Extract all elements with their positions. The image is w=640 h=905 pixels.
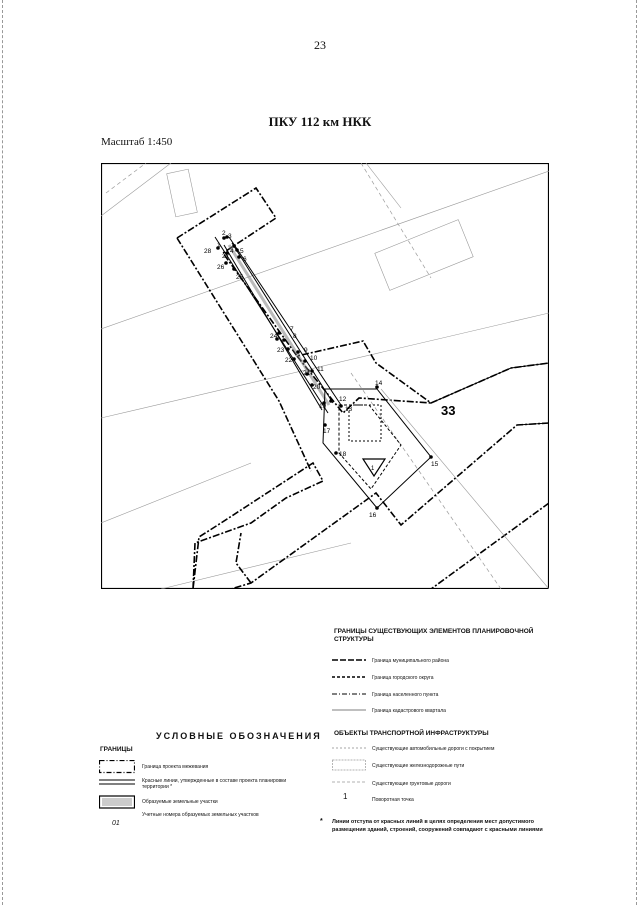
point-label: 7 <box>290 326 294 333</box>
legend-item-railways: Существующие железнодорожные пути <box>372 763 465 769</box>
legend-item-cadastral-quarter: Граница кадастрового квартала <box>372 708 446 714</box>
point-label: 26 <box>217 264 225 271</box>
legend-boundaries-heading: ГРАНИЦЫ <box>100 746 133 753</box>
point-label: 14 <box>375 380 383 387</box>
point-label: 4 <box>230 248 234 255</box>
point-label: 5 <box>240 248 244 255</box>
legend-item-dirt-roads: Существующие грунтовые дороги <box>372 781 451 787</box>
legend-item-settlement: Граница населенного пункта <box>372 692 439 698</box>
legend-transport-symbols <box>332 740 366 810</box>
point-label: 3 <box>228 233 232 240</box>
legend-transport-heading: ОБЪЕКТЫ ТРАНСПОРТНОЙ ИНФРАСТРУКТУРЫ <box>334 730 489 737</box>
point-label: 17 <box>323 428 331 435</box>
point-label: 19 <box>319 403 327 410</box>
legend-title: УСЛОВНЫЕ ОБОЗНАЧЕНИЯ <box>156 731 322 741</box>
point-label: 20 <box>313 384 321 391</box>
scan-edge-left <box>2 0 4 905</box>
page-title: ПКУ 112 км НКК <box>268 114 372 129</box>
point-label: 18 <box>339 451 347 458</box>
point-label: 1 <box>217 242 221 249</box>
point-label: 24 <box>270 333 278 340</box>
red-lines-note: Линии отступа от красных линий в целях определения мест допустимого размещения зданий, строений, сооружений совпадают с красными линиями <box>332 819 543 833</box>
cadastral-map <box>101 163 549 589</box>
point-label: 27 <box>222 253 230 260</box>
page-number: 23 <box>314 38 326 52</box>
point-label: 12 <box>339 396 347 403</box>
point-label: 9 <box>304 347 308 354</box>
point-label: 6 <box>243 256 247 263</box>
point-label: 22 <box>285 357 293 364</box>
point-label: 8 <box>293 333 297 340</box>
triangle-label: 1 <box>371 466 375 472</box>
scan-edge-right <box>636 0 638 905</box>
legend-item-paved-roads: Существующие автомобильные дороги с покрытием <box>372 746 495 752</box>
point-label: 16 <box>369 512 377 519</box>
point-label: 15 <box>431 461 439 468</box>
legend-structure-symbols <box>332 652 366 714</box>
legend-structure-heading: ГРАНИЦЫ СУЩЕСТВУЮЩИХ ЭЛЕМЕНТОВ ПЛАНИРОВОЧНОЙ СТРУКТУРЫ <box>334 628 534 643</box>
point-label: 2 <box>222 230 226 237</box>
legend-item-municipal-district: Граница муниципального района <box>372 658 449 664</box>
parcel-number: 33 <box>441 403 456 418</box>
legend-item-turn-point: Поворотная точка <box>372 797 414 803</box>
legend-turn-point-example: 1 <box>343 792 348 801</box>
point-label: 21 <box>303 370 311 377</box>
legend-item-parcel-numbers: Учетные номера образуемых земельных участков <box>142 812 259 818</box>
legend-boundary-symbols <box>99 760 135 820</box>
legend-item-red-lines: Красные линии, утвержденные в составе проекта планировки территории * <box>142 778 287 790</box>
legend-item-urban-district: Граница городского округа <box>372 675 434 681</box>
point-label: 10 <box>310 355 318 362</box>
legend-parcel-code-example: 01 <box>112 820 120 827</box>
map-scale: Масштаб 1:450 <box>101 136 173 148</box>
note-marker: * <box>320 818 323 825</box>
legend-item-project-boundary: Граница проекта межевания <box>142 764 209 770</box>
legend-item-formed-parcels: Образуемые земельные участки <box>142 799 218 805</box>
map-frame <box>102 164 549 589</box>
point-label: 28 <box>204 248 212 255</box>
point-label: 11 <box>317 366 324 373</box>
point-label: 25 <box>236 274 244 281</box>
point-label: 13 <box>345 406 353 413</box>
point-label: 23 <box>277 347 285 354</box>
